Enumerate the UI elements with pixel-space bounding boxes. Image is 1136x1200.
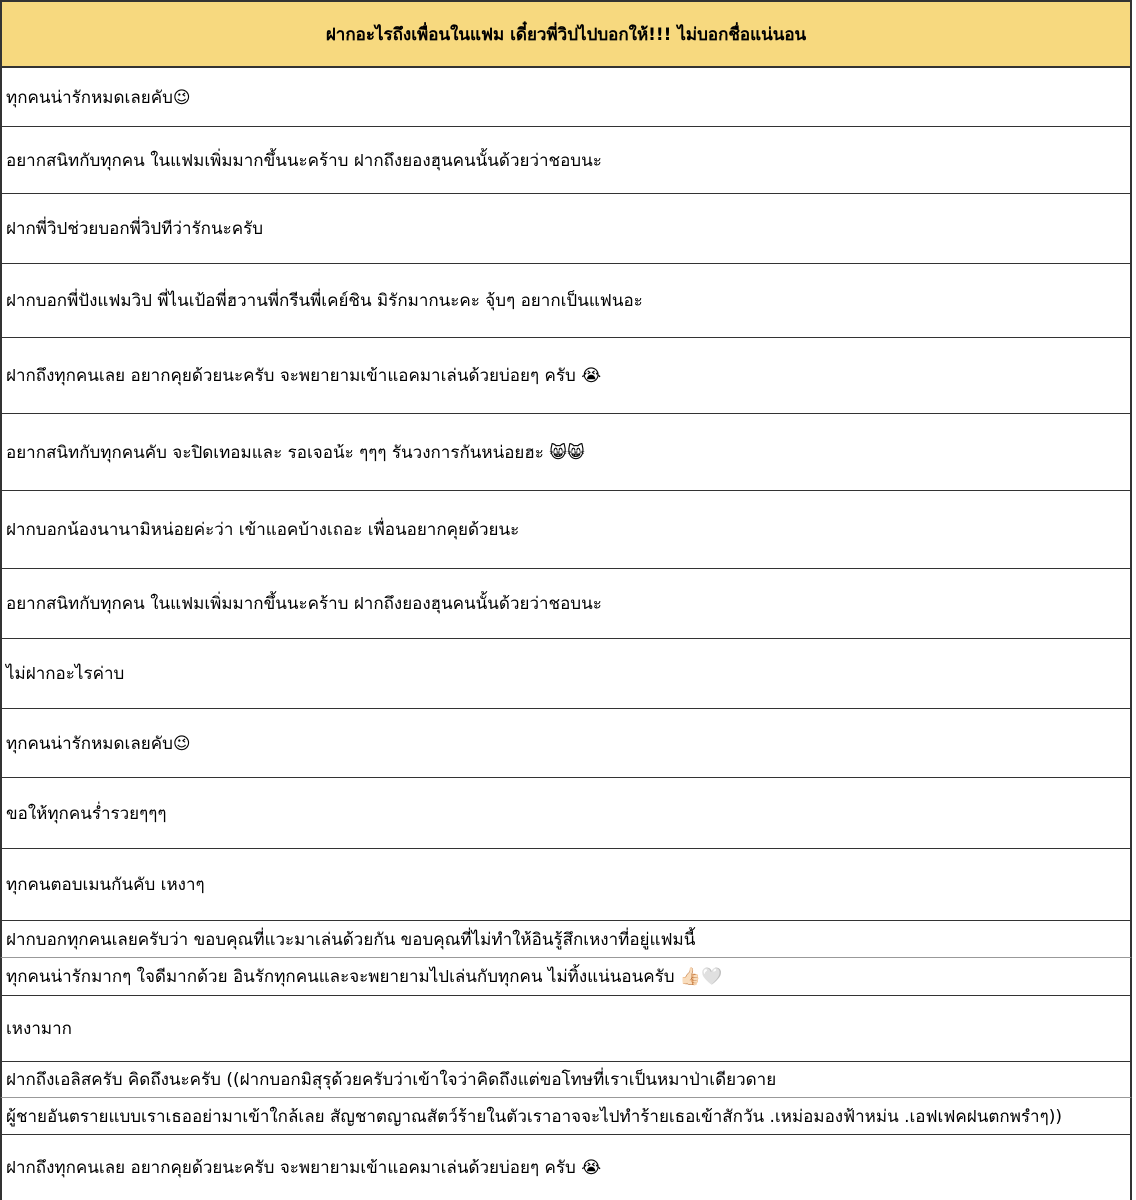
table-row: ฝากบอกน้องนานามิหน่อยค่ะว่า เข้าแอคบ้างเถอะ เพื่อนอยากคุยด้วยนะ <box>0 491 1132 569</box>
table-row: ฝากบอกทุกคนเลยครับว่า ขอบคุณที่แวะมาเล่นด้วยกัน ขอบคุณที่ไม่ทำให้อินรู้สึกเหงาที่อยู่แฟมนี้ <box>0 921 1132 958</box>
table-row: ฝากถึงทุกคนเลย อยากคุยด้วยนะครับ จะพยายามเข้าแอคมาเล่นด้วยบ่อยๆ ครับ 😭 <box>0 338 1132 414</box>
table-row: เหงามาก <box>0 996 1132 1062</box>
table-row: ทุกคนน่ารักมากๆ ใจดีมากด้วย อินรักทุกคนและจะพยายามไปเล่นกับทุกคน ไม่ทิ้งแน่นอนครับ 👍🏻🤍 <box>0 958 1132 996</box>
table-row: ทุกคนน่ารักหมดเลยคับ😉 <box>0 709 1132 778</box>
header-cell: ฝากอะไรถึงเพื่อนในแฟม เดี๋ยวพี่วิปไปบอกให้!!! ไม่บอกชื่อแน่นอน <box>0 0 1132 68</box>
table-row: อยากสนิทกับทุกคน ในแฟมเพิ่มมากขึ้นนะคร้าบ ฝากถึงยองฮุนคนนั้นด้วยว่าชอบนะ <box>0 127 1132 194</box>
table-row: ฝากถึงเอลิสครับ คิดถึงนะครับ ((ฝากบอกมิสุรุด้วยครับว่าเข้าใจว่าคิดถึงแต่ขอโทษที่เราเป็นหมาป่าเดียวดาย <box>0 1062 1132 1098</box>
table-row: ทุกคนน่ารักหมดเลยคับ😉 <box>0 68 1132 127</box>
table-row: ฝากบอกพี่ปังแฟมวิป พี่ไนเป้อพี่ฮวานพี่กรีนพี่เคย์ชิน มิรักมากนะคะ จุ้บๆ อยากเป็นแฟนอะ <box>0 264 1132 338</box>
table-row: อยากสนิทกับทุกคน ในแฟมเพิ่มมากขึ้นนะคร้าบ ฝากถึงยองฮุนคนนั้นด้วยว่าชอบนะ <box>0 569 1132 639</box>
table-row: ผู้ชายอันตรายแบบเราเธออย่ามาเข้าใกล้เลย สัญชาตญาณสัตว์ร้ายในตัวเราอาจจะไปทำร้ายเธอเข้าสักวัน .เหม่อมองฟ้าหม่น .เอฟเฟคฝนตกพรำๆ)) <box>0 1098 1132 1135</box>
table-row: อยากสนิทกับทุกคนคับ จะปิดเทอมและ รอเจอน้ะ ๆๆๆ รันวงการกันหน่อยฮะ 😸😸 <box>0 414 1132 491</box>
table-row: ขอให้ทุกคนร่ำรวยๆๆๆ <box>0 778 1132 849</box>
table-row: ฝากถึงทุกคนเลย อยากคุยด้วยนะครับ จะพยายามเข้าแอคมาเล่นด้วยบ่อยๆ ครับ 😭 <box>0 1135 1132 1200</box>
table-row: ฝากพี่วิปช่วยบอกพี่วิปทีว่ารักนะครับ <box>0 194 1132 264</box>
table-row: ทุกคนตอบเมนกันคับ เหงาๆ <box>0 849 1132 921</box>
table-row: ไม่ฝากอะไรค่าบ <box>0 639 1132 709</box>
